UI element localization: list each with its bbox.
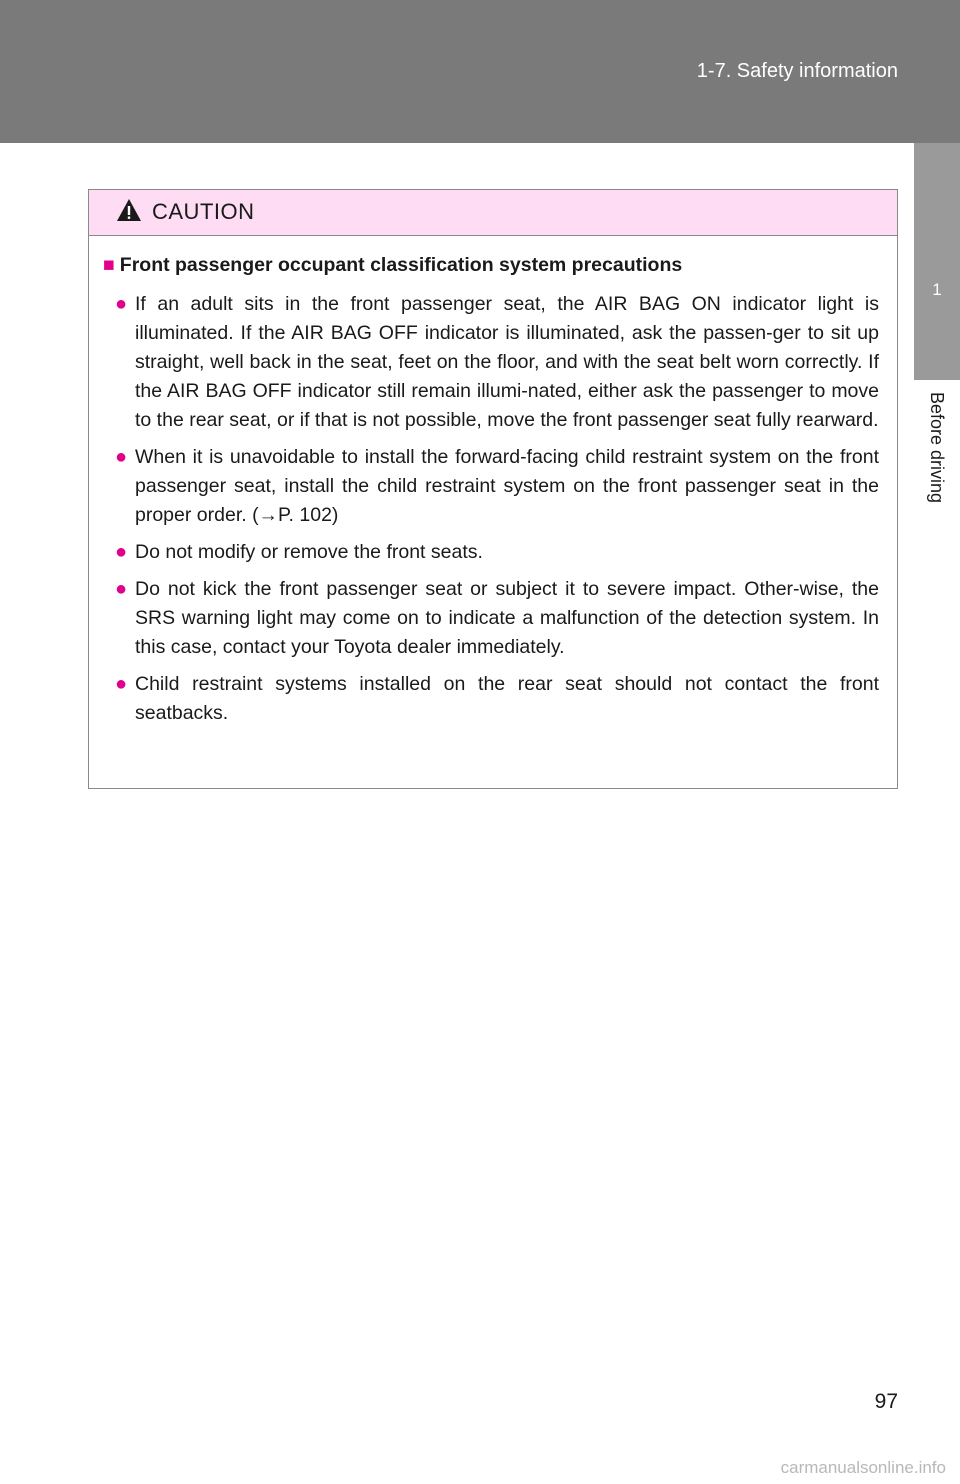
- page-number: 97: [874, 1390, 898, 1413]
- topic-text: Front passenger occupant classification system precautions: [119, 254, 683, 276]
- square-bullet-icon: ■: [103, 254, 115, 276]
- chapter-tab: [914, 143, 960, 380]
- bullet-icon: ●: [115, 673, 128, 695]
- list-item: ● Do not kick the front passenger seat or subject it to severe impact. Other-wise, the SRS warning light may come on to indicate a malfunction of the detection system. In this case, contact your Toyota dealer immediately.: [89, 575, 889, 662]
- chapter-number: 1: [932, 280, 942, 299]
- warning-triangle-icon: [116, 198, 142, 227]
- caution-title: CAUTION: [152, 199, 255, 224]
- caution-list: [89, 290, 889, 736]
- bullet-icon: ●: [115, 293, 128, 315]
- list-item: ● If an adult sits in the front passenger seat, the AIR BAG ON indicator light is illuminated. If the AIR BAG OFF indicator is illuminated, ask the passen-ger to sit up straight, well back in the seat, feet on the floor, and with the seat belt worn correctly. If the AIR BAG OFF indicator still remain illumi-nated, either ask the passenger to move to the rear seat, or if that is not possible, move the front passenger seat fully rearward.: [89, 290, 889, 435]
- list-item: ● Child restraint systems installed on the rear seat should not contact the front seatbacks.: [89, 670, 889, 728]
- caution-topic: [103, 254, 682, 277]
- chapter-label: Before driving: [927, 392, 947, 504]
- bullet-icon: ●: [115, 446, 128, 468]
- watermark: carmanualsonline.info: [780, 1458, 946, 1477]
- list-item: ● Do not modify or remove the front seats.: [89, 538, 889, 567]
- bullet-icon: ●: [115, 578, 128, 600]
- caution-box: [88, 189, 898, 789]
- section-title: 1-7. Safety information: [696, 60, 898, 82]
- header-bar: [0, 0, 960, 143]
- list-item: ● When it is unavoidable to install the forward-facing child restraint system on the front passenger seat, install the child restraint system on the front passenger seat in the proper order. (→P. 102): [89, 443, 889, 530]
- caution-header: [89, 190, 897, 236]
- bullet-icon: ●: [115, 541, 128, 563]
